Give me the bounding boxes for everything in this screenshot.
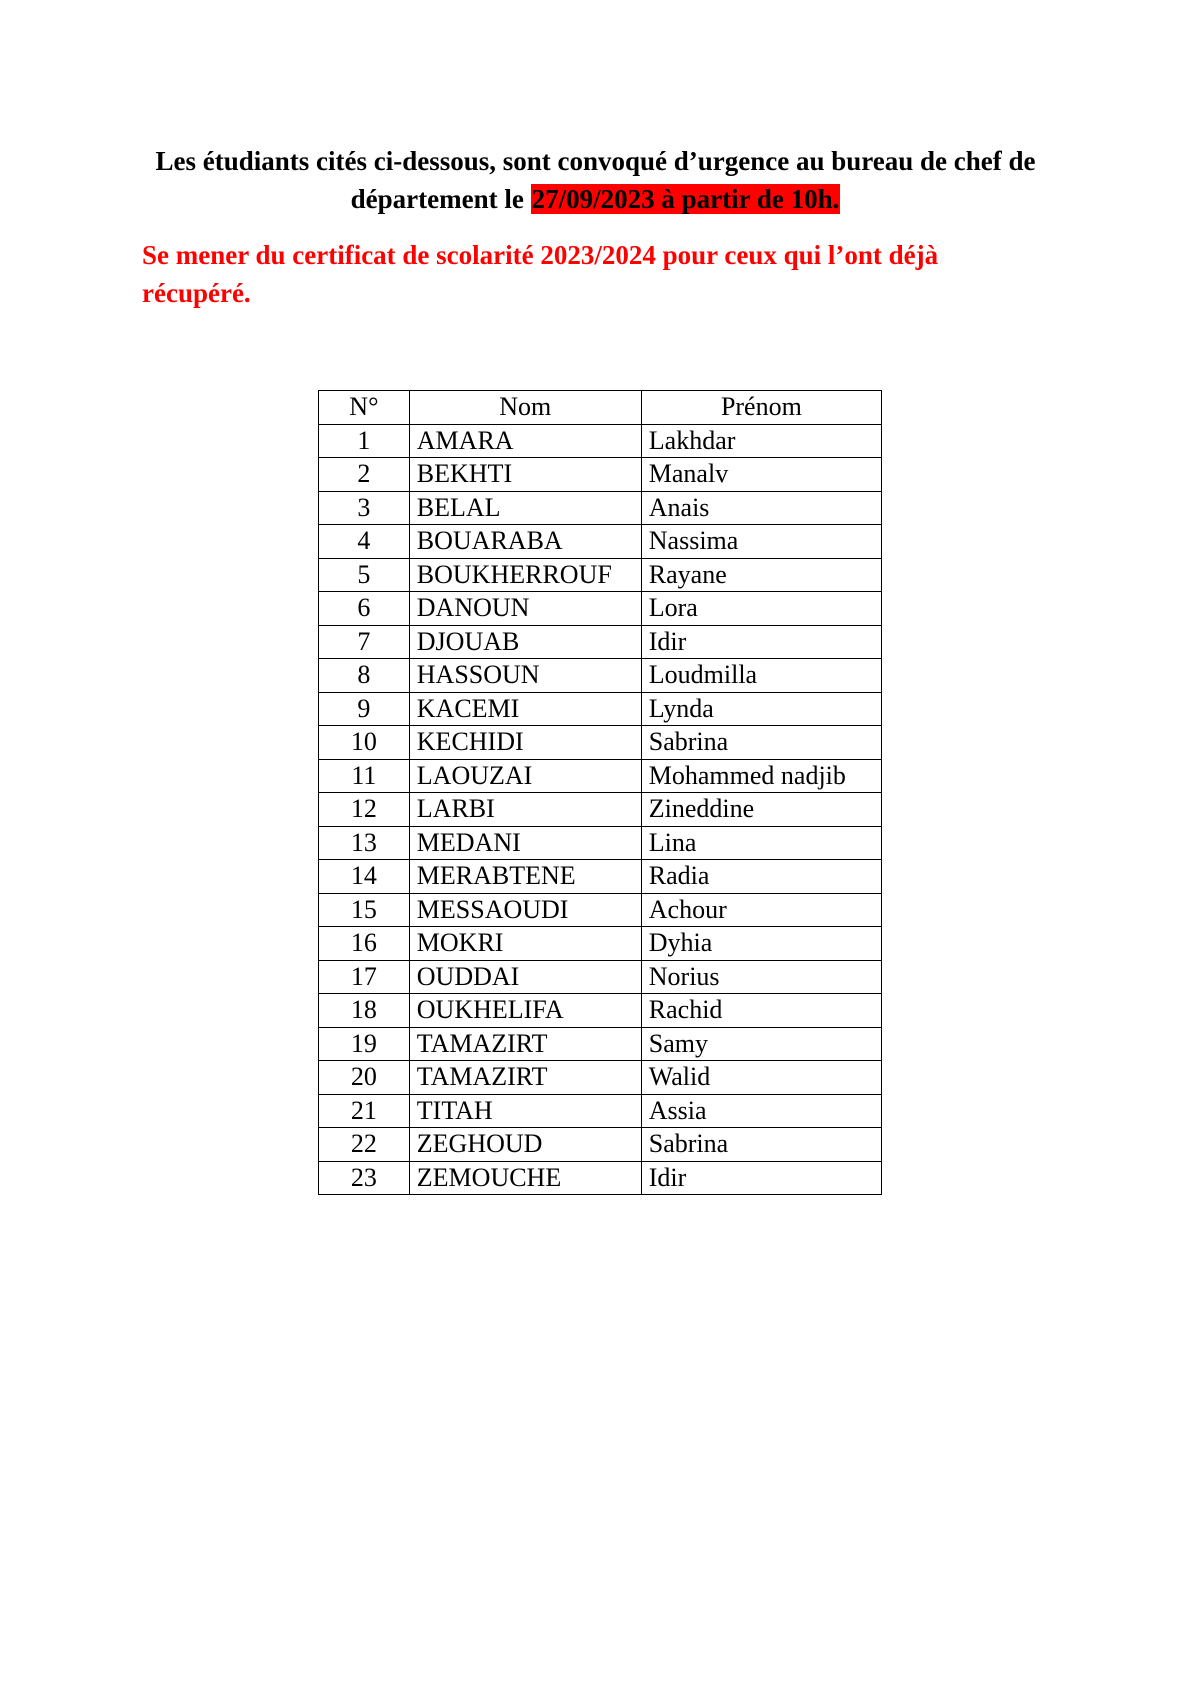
table-row [319,1027,882,1061]
header-nom: Nom [409,391,641,425]
cell-nom: BOUKHERROUF [409,558,641,592]
cell-prenom: Rayane [641,558,881,592]
cell-prenom: Achour [641,893,881,927]
cell-nom: TAMAZIRT [409,1061,641,1095]
convocation-text: Les étudiants cités ci-dessous, sont convoqué d’urgence au bureau de chef de département le [155,146,1036,214]
cell-num: 6 [319,592,410,626]
table-row [319,927,882,961]
cell-prenom: Manalv [641,458,881,492]
cell-prenom: Lina [641,826,881,860]
cell-prenom: Walid [641,1061,881,1095]
cell-nom: DJOUAB [409,625,641,659]
cell-num: 8 [319,659,410,693]
cell-nom: DANOUN [409,592,641,626]
table-row [319,893,882,927]
cell-prenom: Lora [641,592,881,626]
table-row [319,692,882,726]
cell-num: 5 [319,558,410,592]
cell-nom: BEKHTI [409,458,641,492]
cell-num: 11 [319,759,410,793]
cell-nom: OUDDAI [409,960,641,994]
cell-num: 18 [319,994,410,1028]
cell-num: 4 [319,525,410,559]
cell-nom: TAMAZIRT [409,1027,641,1061]
cell-nom: MOKRI [409,927,641,961]
cell-nom: OUKHELIFA [409,994,641,1028]
cell-num: 16 [319,927,410,961]
cell-prenom: Anais [641,491,881,525]
convocation-notice [140,142,1051,218]
cell-num: 22 [319,1128,410,1162]
students-table [318,390,882,1195]
cell-num: 12 [319,793,410,827]
cell-prenom: Rachid [641,994,881,1028]
cell-prenom: Idir [641,1161,881,1195]
cell-nom: MESSAOUDI [409,893,641,927]
cell-nom: KECHIDI [409,726,641,760]
cell-prenom: Nassima [641,525,881,559]
table-row [319,625,882,659]
table-row [319,491,882,525]
table-row [319,726,882,760]
table-row [319,1128,882,1162]
cell-num: 2 [319,458,410,492]
table-row [319,424,882,458]
cell-nom: HASSOUN [409,659,641,693]
table-header-row [319,391,882,425]
cell-num: 17 [319,960,410,994]
cell-prenom: Dyhia [641,927,881,961]
cell-prenom: Loudmilla [641,659,881,693]
table-row [319,860,882,894]
cell-num: 15 [319,893,410,927]
cell-num: 21 [319,1094,410,1128]
table-row [319,558,882,592]
cell-num: 3 [319,491,410,525]
table-row [319,826,882,860]
certificate-note: Se mener du certificat de scolarité 2023/2024 pour ceux qui l’ont déjà récupéré. [142,240,939,308]
cell-nom: AMARA [409,424,641,458]
convocation-date-highlight: 27/09/2023 à partir de 10h. [531,184,840,214]
table-row [319,1094,882,1128]
cell-prenom: Assia [641,1094,881,1128]
cell-prenom: Samy [641,1027,881,1061]
cell-num: 9 [319,692,410,726]
cell-prenom: Norius [641,960,881,994]
cell-prenom: Radia [641,860,881,894]
cell-nom: BELAL [409,491,641,525]
cell-prenom: Lakhdar [641,424,881,458]
cell-num: 10 [319,726,410,760]
cell-nom: MEDANI [409,826,641,860]
cell-num: 1 [319,424,410,458]
cell-prenom: Mohammed nadjib [641,759,881,793]
table-row [319,458,882,492]
header-num: N° [319,391,410,425]
table-row [319,592,882,626]
cell-nom: MERABTENE [409,860,641,894]
cell-nom: LARBI [409,793,641,827]
table-row [319,759,882,793]
cell-prenom: Sabrina [641,1128,881,1162]
cell-nom: LAOUZAI [409,759,641,793]
cell-prenom: Sabrina [641,726,881,760]
cell-nom: KACEMI [409,692,641,726]
cell-num: 13 [319,826,410,860]
cell-nom: ZEMOUCHE [409,1161,641,1195]
cell-nom: ZEGHOUD [409,1128,641,1162]
table-row [319,994,882,1028]
students-table-body [319,424,882,1195]
cell-num: 20 [319,1061,410,1095]
table-row [319,960,882,994]
cell-num: 14 [319,860,410,894]
table-row [319,1061,882,1095]
cell-num: 19 [319,1027,410,1061]
cell-nom: BOUARABA [409,525,641,559]
cell-num: 7 [319,625,410,659]
cell-prenom: Lynda [641,692,881,726]
cell-prenom: Zineddine [641,793,881,827]
cell-prenom: Idir [641,625,881,659]
cell-num: 23 [319,1161,410,1195]
cell-nom: TITAH [409,1094,641,1128]
table-row [319,793,882,827]
header-prenom: Prénom [641,391,881,425]
table-row [319,659,882,693]
table-row [319,525,882,559]
table-row [319,1161,882,1195]
